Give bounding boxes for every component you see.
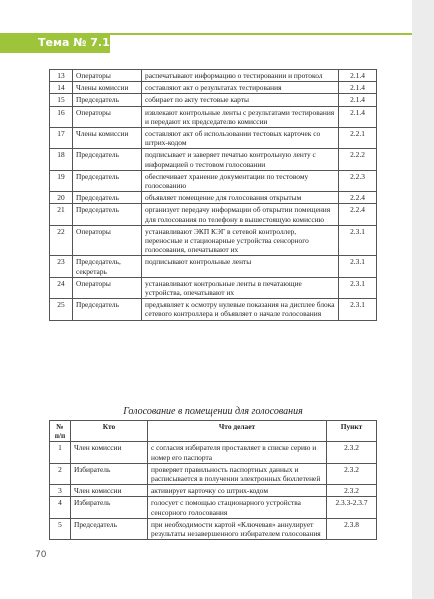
table-row [50, 463, 377, 484]
row-who: Член комиссии [71, 442, 148, 463]
row-clause: 2.3.1 [339, 277, 377, 298]
table-row [50, 128, 377, 149]
row-who: Избиратель [71, 463, 148, 484]
row-what: предъявляет к осмотру нулевые показания на дисплее блока сетевого контроллера и объявляет о начале голосования [142, 299, 339, 320]
row-clause: 2.2.4 [339, 204, 377, 225]
row-clause: 2.1.4 [339, 82, 377, 94]
row-who: Члены комиссии [73, 128, 142, 149]
row-number: 19 [50, 170, 73, 191]
table-row [50, 82, 377, 94]
topic-label: Тема № 7.1 [0, 33, 110, 53]
row-who: Операторы [73, 106, 142, 127]
row-clause: 2.1.4 [339, 94, 377, 106]
row-clause: 2.1.4 [339, 70, 377, 82]
row-clause: 2.2.3 [339, 170, 377, 191]
row-what: подписывает и заверяет печатью контрольную ленту с информацией о тестовом голосовании [142, 149, 339, 170]
procedure-table-continued [49, 69, 377, 321]
table-row [50, 442, 377, 463]
row-who: Члены комиссии [73, 82, 142, 94]
table-row [50, 106, 377, 127]
row-what: с согласия избирателя проставляет в списке серию и номер его паспорта [148, 442, 327, 463]
row-number: 20 [50, 192, 73, 204]
row-clause: 2.3.2 [327, 442, 377, 463]
row-clause: 2.3.3-2.3.7 [327, 497, 377, 518]
row-number: 1 [50, 442, 71, 463]
row-number: 13 [50, 70, 73, 82]
row-who: Председатель [73, 204, 142, 225]
row-number: 14 [50, 82, 73, 94]
row-who: Член комиссии [71, 485, 148, 497]
row-clause: 2.3.8 [327, 518, 377, 539]
voting-table [49, 420, 377, 540]
row-number: 23 [50, 256, 73, 277]
row-what: обеспечивает хранение документации по тестовому голосованию [142, 170, 339, 191]
header-who: Кто [71, 421, 148, 442]
row-who: Председатель, секретарь [73, 256, 142, 277]
row-number: 18 [50, 149, 73, 170]
table-row [50, 94, 377, 106]
row-number: 24 [50, 277, 73, 298]
table-row [50, 299, 377, 320]
table-row [50, 225, 377, 256]
row-what: объявляет помещение для голосования открытым [142, 192, 339, 204]
row-what: устанавливают контрольные ленты в печатающие устройства, опечатывают их [142, 277, 339, 298]
row-clause: 2.3.2 [327, 485, 377, 497]
page-number: 70 [35, 550, 47, 560]
row-number: 25 [50, 299, 73, 320]
table-row [50, 149, 377, 170]
table-row [50, 204, 377, 225]
row-who: Председатель [73, 299, 142, 320]
row-who: Председатель [73, 94, 142, 106]
table-row [50, 485, 377, 497]
row-who: Избиратель [71, 497, 148, 518]
row-what: организует передачу информации об открытии помещения для голосования по телефону в вышестоящую комиссию [142, 204, 339, 225]
row-what: голосует с помощью стационарного устройства сенсорного голосования [148, 497, 327, 518]
row-what: проверяет правильность паспортных данных и расписывается в получении электронных бюллетеней [148, 463, 327, 484]
table-row [50, 192, 377, 204]
row-what: активирует карточку со штрих-кодом [148, 485, 327, 497]
table-row [50, 70, 377, 82]
row-what: устанавливают ЭКП КЭГ в сетевой контроллер, переносные и стационарные устройства сенсорного голосования, опечатывают их [142, 225, 339, 256]
row-clause: 2.3.1 [339, 299, 377, 320]
row-number: 5 [50, 518, 71, 539]
row-clause: 2.3.1 [339, 225, 377, 256]
row-what: подписывают контрольные ленты [142, 256, 339, 277]
row-what: составляют акт об использовании тестовых карточек со штрих-кодом [142, 128, 339, 149]
row-clause: 2.1.4 [339, 106, 377, 127]
row-what: извлекают контрольные ленты с результатами тестирования и передают их председателю комиссии [142, 106, 339, 127]
header-row [50, 421, 377, 442]
row-what: составляют акт о результатах тестирования [142, 82, 339, 94]
row-who: Председатель [71, 518, 148, 539]
row-what: собирает по акту тестовые карты [142, 94, 339, 106]
row-clause: 2.3.1 [339, 256, 377, 277]
row-number: 22 [50, 225, 73, 256]
row-what: при необходимости картой «Ключевая» аннулирует результаты незавершенного избирателем голосования [148, 518, 327, 539]
row-number: 21 [50, 204, 73, 225]
header-clause: Пункт [327, 421, 377, 442]
table-row [50, 518, 377, 539]
row-clause: 2.3.2 [327, 463, 377, 484]
table-row [50, 497, 377, 518]
row-number: 17 [50, 128, 73, 149]
section-title: Голосование в помещении для голосования [123, 406, 303, 417]
header-what: Что делает [148, 421, 327, 442]
row-number: 3 [50, 485, 71, 497]
row-clause: 2.2.1 [339, 128, 377, 149]
procedure-table-body [50, 70, 377, 321]
row-number: 2 [50, 463, 71, 484]
voting-table-body [50, 442, 377, 540]
side-margin-bar [412, 0, 434, 599]
table-row [50, 277, 377, 298]
header-number: № п/п [50, 421, 71, 442]
row-who: Операторы [73, 277, 142, 298]
row-number: 16 [50, 106, 73, 127]
row-clause: 2.2.4 [339, 192, 377, 204]
row-number: 15 [50, 94, 73, 106]
row-what: распечатывают информацию о тестировании и протокол [142, 70, 339, 82]
row-clause: 2.2.2 [339, 149, 377, 170]
row-who: Председатель [73, 192, 142, 204]
row-who: Председатель [73, 149, 142, 170]
row-who: Операторы [73, 70, 142, 82]
row-who: Операторы [73, 225, 142, 256]
table-row [50, 256, 377, 277]
row-number: 4 [50, 497, 71, 518]
row-who: Председатель [73, 170, 142, 191]
table-row [50, 170, 377, 191]
voting-table-header [50, 421, 377, 442]
